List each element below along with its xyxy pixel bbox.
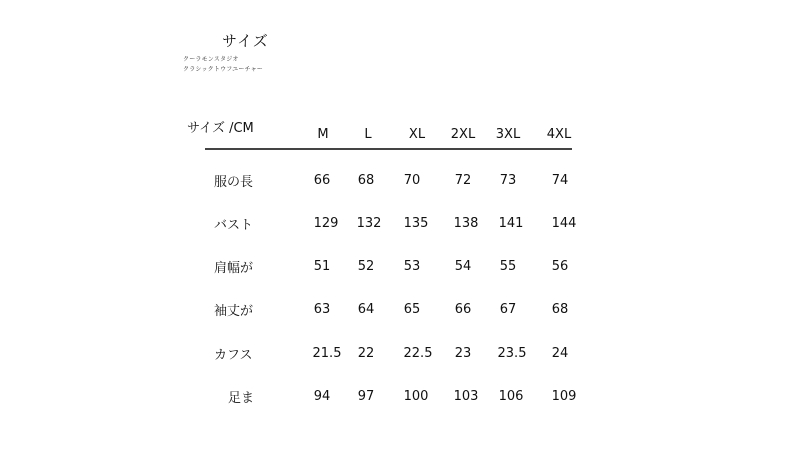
table-cell: 23.5 (497, 346, 527, 361)
table-cell: 129 (313, 216, 339, 231)
table-cell: 23 (454, 346, 472, 361)
table-cell: 54 (454, 259, 472, 274)
table-cell: 67 (499, 302, 517, 317)
row-label-sleeve: 袖丈が (214, 304, 254, 319)
table-cell: 53 (403, 259, 421, 274)
table-cell: 68 (551, 302, 569, 317)
table-cell: 63 (313, 302, 331, 317)
row-label-cuff: カフス (214, 348, 253, 363)
row-label-shoulder: 肩幅が (214, 261, 254, 276)
page-title: サイズ (222, 32, 269, 50)
table-cell: 56 (551, 259, 569, 274)
row-label-length: 服の長 (214, 175, 254, 190)
table-cell: 22 (357, 346, 375, 361)
column-header-m: M (317, 127, 329, 142)
table-cell: 106 (498, 389, 524, 404)
column-header-l: L (364, 127, 372, 142)
table-cell: 94 (313, 389, 331, 404)
subtitle-line-2: クラシックトウフユーチャー (183, 66, 264, 73)
table-cell: 52 (357, 259, 375, 274)
table-cell: 21.5 (312, 346, 342, 361)
column-header-2xl: 2XL (450, 127, 476, 142)
table-cell: 141 (498, 216, 524, 231)
table-cell: 138 (453, 216, 479, 231)
table-cell: 64 (357, 302, 375, 317)
table-cell: 22.5 (403, 346, 433, 361)
table-cell: 66 (454, 302, 472, 317)
table-cell: 97 (357, 389, 375, 404)
table-cell: 74 (551, 173, 569, 188)
table-cell: 135 (403, 216, 429, 231)
header-divider (205, 148, 572, 150)
table-cell: 72 (454, 173, 472, 188)
table-cell: 55 (499, 259, 517, 274)
table-cell: 68 (357, 173, 375, 188)
column-header-xl: XL (408, 127, 426, 142)
table-cell: 66 (313, 173, 331, 188)
subtitle-line-1: クーラモンスタジオ (183, 56, 239, 63)
column-header-4xl: 4XL (546, 127, 572, 142)
table-cell: 70 (403, 173, 421, 188)
table-cell: 144 (551, 216, 577, 231)
table-cell: 65 (403, 302, 421, 317)
unit-label: サイズ /CM (187, 121, 254, 136)
row-label-leg: 足ま (228, 391, 255, 406)
table-cell: 51 (313, 259, 331, 274)
table-cell: 24 (551, 346, 569, 361)
table-cell: 109 (551, 389, 577, 404)
table-cell: 132 (356, 216, 382, 231)
table-cell: 103 (453, 389, 479, 404)
table-cell: 100 (403, 389, 429, 404)
table-cell: 73 (499, 173, 517, 188)
row-label-bust: バスト (214, 218, 254, 233)
column-header-3xl: 3XL (495, 127, 521, 142)
